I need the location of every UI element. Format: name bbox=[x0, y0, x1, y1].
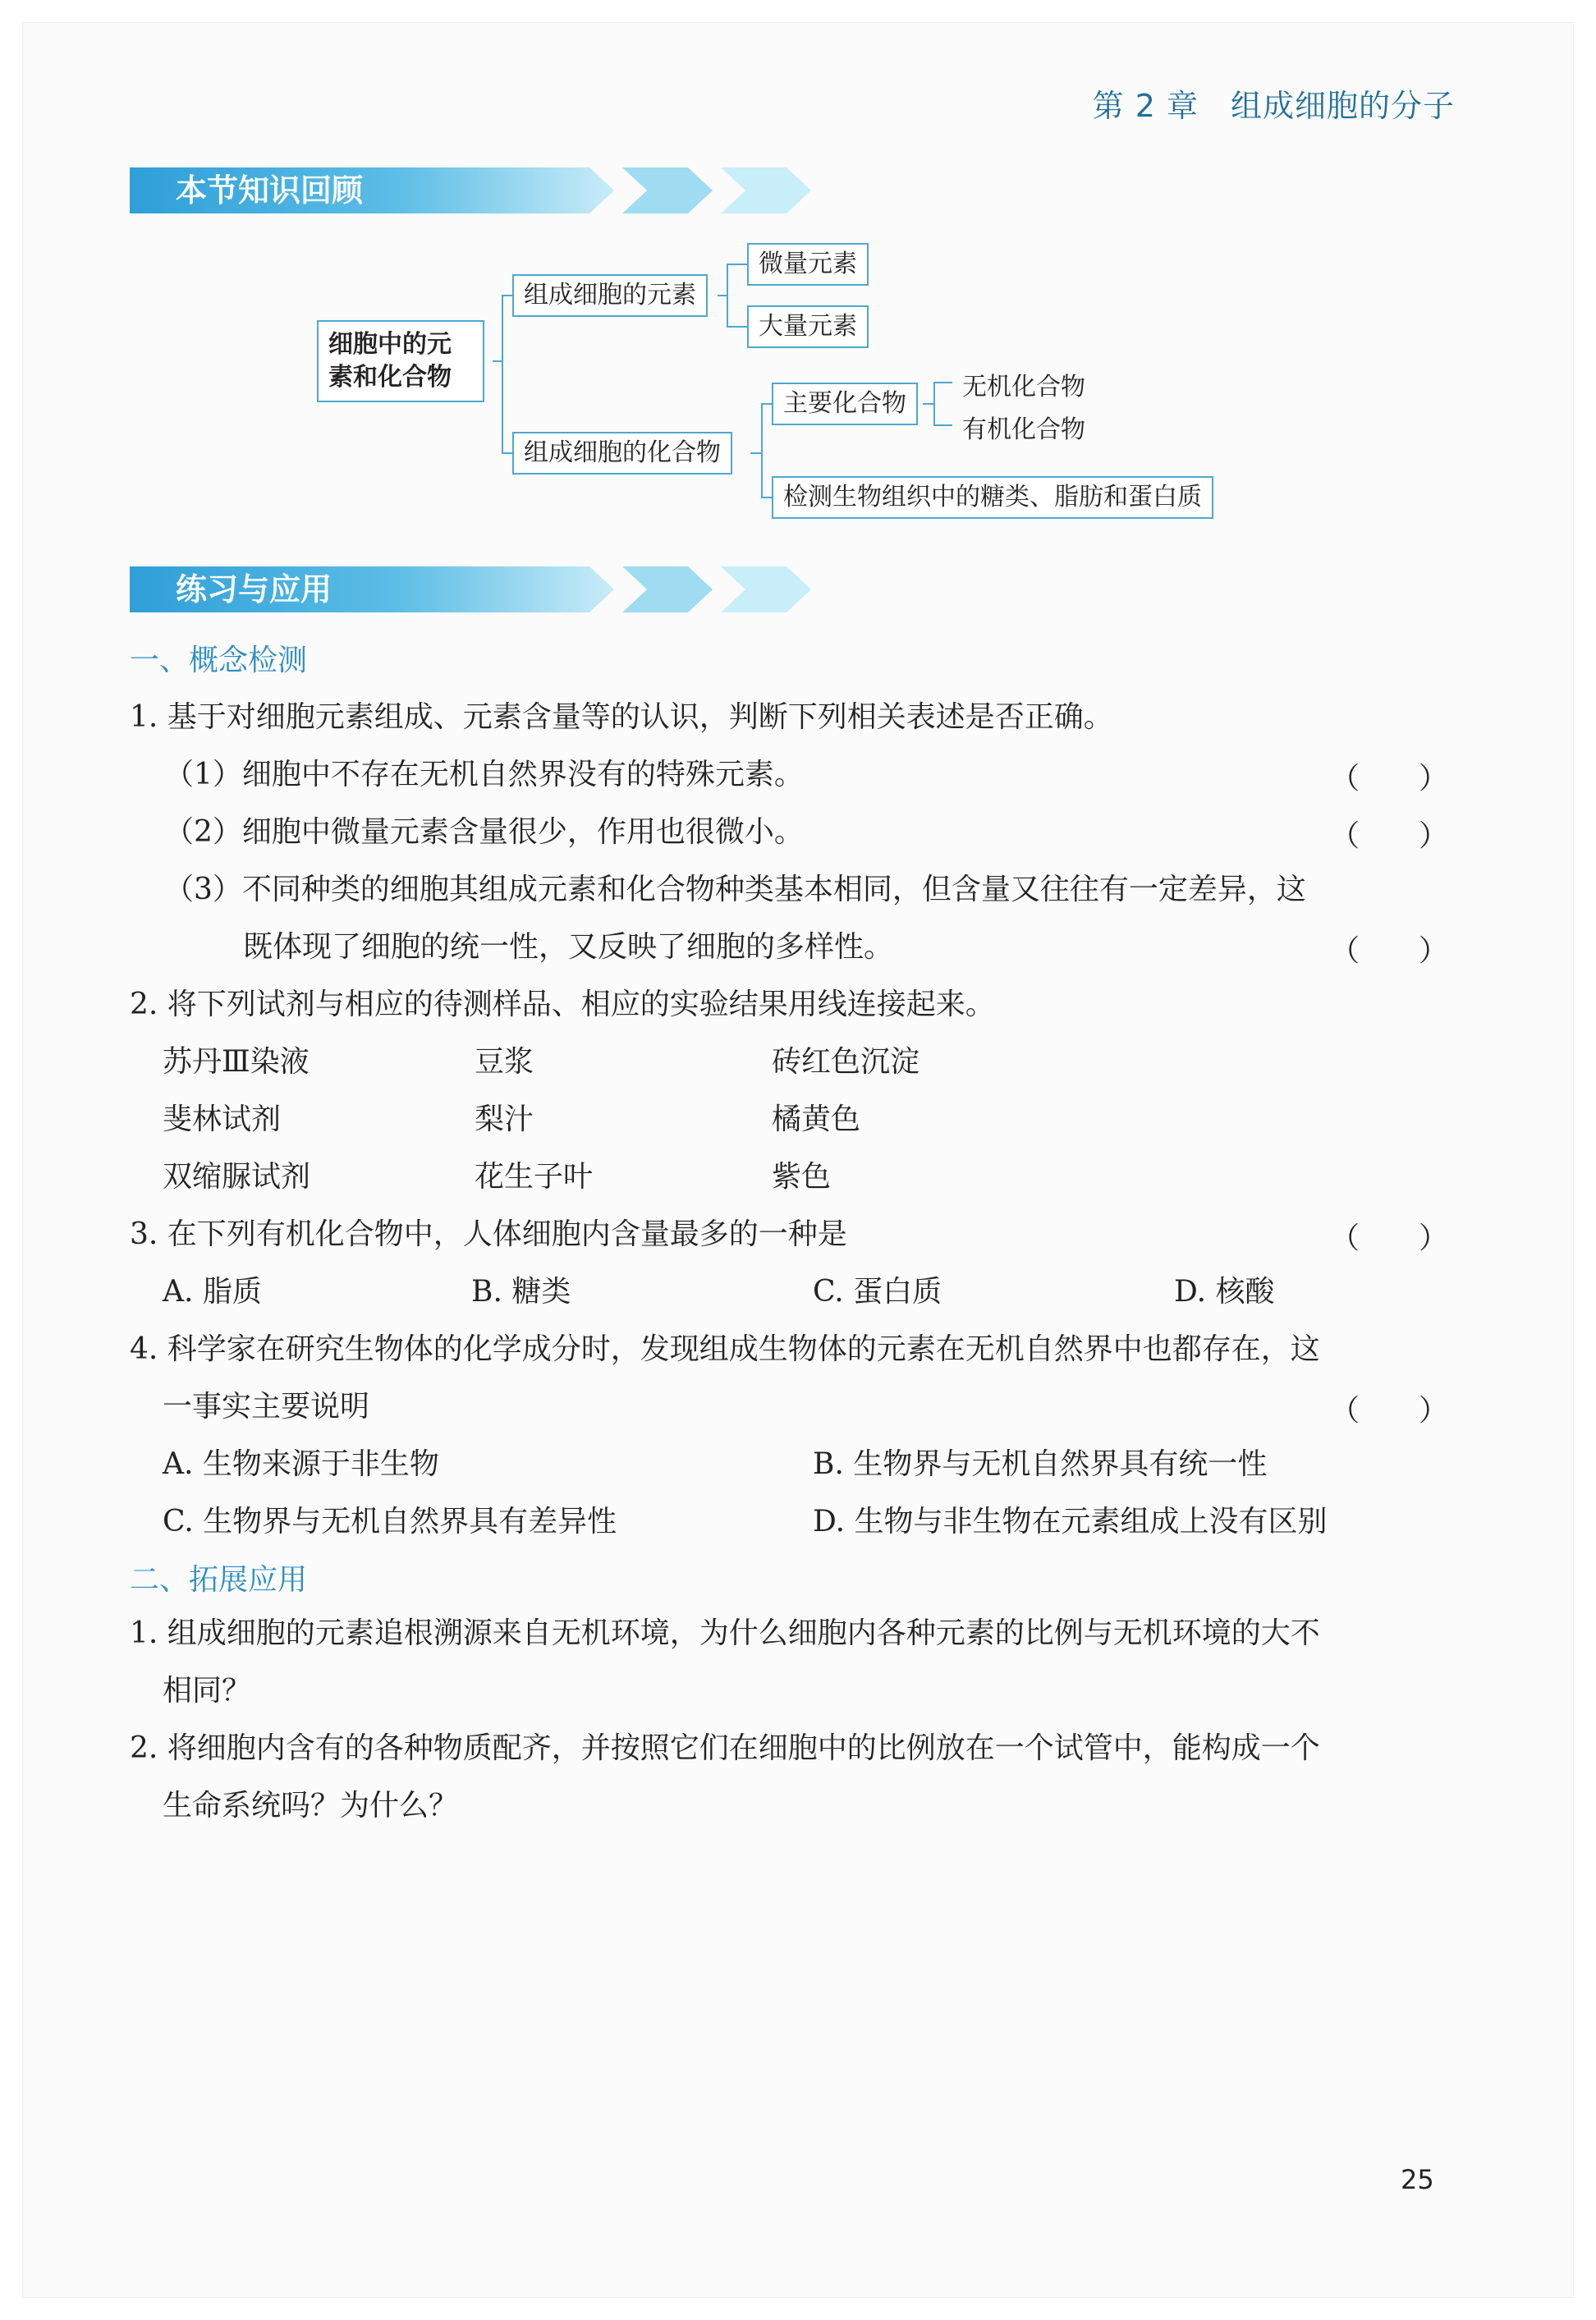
option-d: D. 生物与非生物在元素组成上没有区别 bbox=[813, 1505, 1328, 1538]
map-major-elements: 大量元素 bbox=[747, 305, 869, 348]
option-b: B. 生物界与无机自然界具有统一性 bbox=[813, 1447, 1268, 1481]
extension-1-line2: 相同？ bbox=[163, 1674, 252, 1708]
sample: 豆浆 bbox=[475, 1045, 534, 1079]
question-3: 3. 在下列有机化合物中，人体细胞内含量最多的一种是 bbox=[130, 1217, 847, 1251]
answer-blank: （ ） bbox=[1330, 1394, 1449, 1428]
map-trace-elements: 微量元素 bbox=[747, 243, 869, 286]
question-1-3-line1: （3）不同种类的细胞其组成元素和化合物种类基本相同，但含量又往往有一定差异，这 bbox=[164, 873, 1306, 906]
reagent: 双缩脲试剂 bbox=[163, 1160, 311, 1194]
answer-blank: （ ） bbox=[1330, 934, 1449, 968]
sample: 梨汁 bbox=[475, 1103, 534, 1136]
option-b: B. 糖类 bbox=[471, 1275, 571, 1309]
section-extension: 二、拓展应用 bbox=[130, 1563, 308, 1597]
question-4-line1: 4. 科学家在研究生物体的化学成分时，发现组成生物体的元素在无机自然界中也都存在，这 bbox=[130, 1332, 1320, 1366]
option-a: A. 生物来源于非生物 bbox=[163, 1447, 439, 1481]
page-number: 25 bbox=[1401, 2164, 1434, 2195]
map-main-compounds: 主要化合物 bbox=[772, 383, 918, 425]
option-c: C. 蛋白质 bbox=[813, 1275, 942, 1309]
reagent: 斐林试剂 bbox=[163, 1103, 282, 1136]
map-elements: 组成细胞的元素 bbox=[512, 274, 708, 317]
extension-2-line1: 2. 将细胞内含有的各种物质配齐，并按照它们在细胞中的比例放在一个试管中，能构成一个 bbox=[130, 1731, 1320, 1765]
question-1: 1. 基于对细胞元素组成、元素含量等的认识，判断下列相关表述是否正确。 bbox=[130, 700, 1113, 734]
option-c: C. 生物界与无机自然界具有差异性 bbox=[163, 1505, 617, 1538]
map-compounds: 组成细胞的化合物 bbox=[512, 432, 732, 475]
chapter-header: 第 2 章 组成细胞的分子 bbox=[1092, 88, 1455, 124]
answer-blank: （ ） bbox=[1330, 819, 1449, 853]
answer-blank: （ ） bbox=[1330, 1222, 1449, 1255]
map-inorganic: 无机化合物 bbox=[962, 373, 1085, 401]
extension-1-line1: 1. 组成细胞的元素追根溯源来自无机环境，为什么细胞内各种元素的比例与无机环境的大不 bbox=[130, 1616, 1320, 1650]
practice-title: 练习与应用 bbox=[176, 571, 332, 608]
result: 橘黄色 bbox=[772, 1103, 861, 1136]
question-1-2: （2）细胞中微量元素含量很少，作用也很微小。 bbox=[164, 815, 804, 849]
option-d: D. 核酸 bbox=[1174, 1275, 1275, 1309]
sample: 花生子叶 bbox=[475, 1160, 594, 1194]
reagent: 苏丹Ⅲ染液 bbox=[163, 1045, 310, 1079]
review-title: 本节知识回顾 bbox=[176, 172, 364, 209]
map-root: 细胞中的元素和化合物 bbox=[317, 320, 484, 402]
answer-blank: （ ） bbox=[1330, 762, 1449, 795]
question-4-line2: 一事实主要说明 bbox=[163, 1390, 370, 1424]
extension-2-line2: 生命系统吗？为什么？ bbox=[163, 1789, 459, 1823]
practice-banner bbox=[130, 566, 836, 612]
option-a: A. 脂质 bbox=[163, 1275, 262, 1309]
question-2: 2. 将下列试剂与相应的待测样品、相应的实验结果用线连接起来。 bbox=[130, 988, 995, 1021]
question-1-3-line2: 既体现了细胞的统一性，又反映了细胞的多样性。 bbox=[243, 930, 894, 964]
map-detect: 检测生物组织中的糖类、脂肪和蛋白质 bbox=[772, 476, 1213, 519]
question-1-1: （1）细胞中不存在无机自然界没有的特殊元素。 bbox=[164, 758, 804, 791]
map-organic: 有机化合物 bbox=[962, 415, 1085, 444]
section-concept-check: 一、概念检测 bbox=[130, 644, 308, 677]
result: 紫色 bbox=[772, 1160, 832, 1194]
result: 砖红色沉淀 bbox=[772, 1045, 920, 1079]
